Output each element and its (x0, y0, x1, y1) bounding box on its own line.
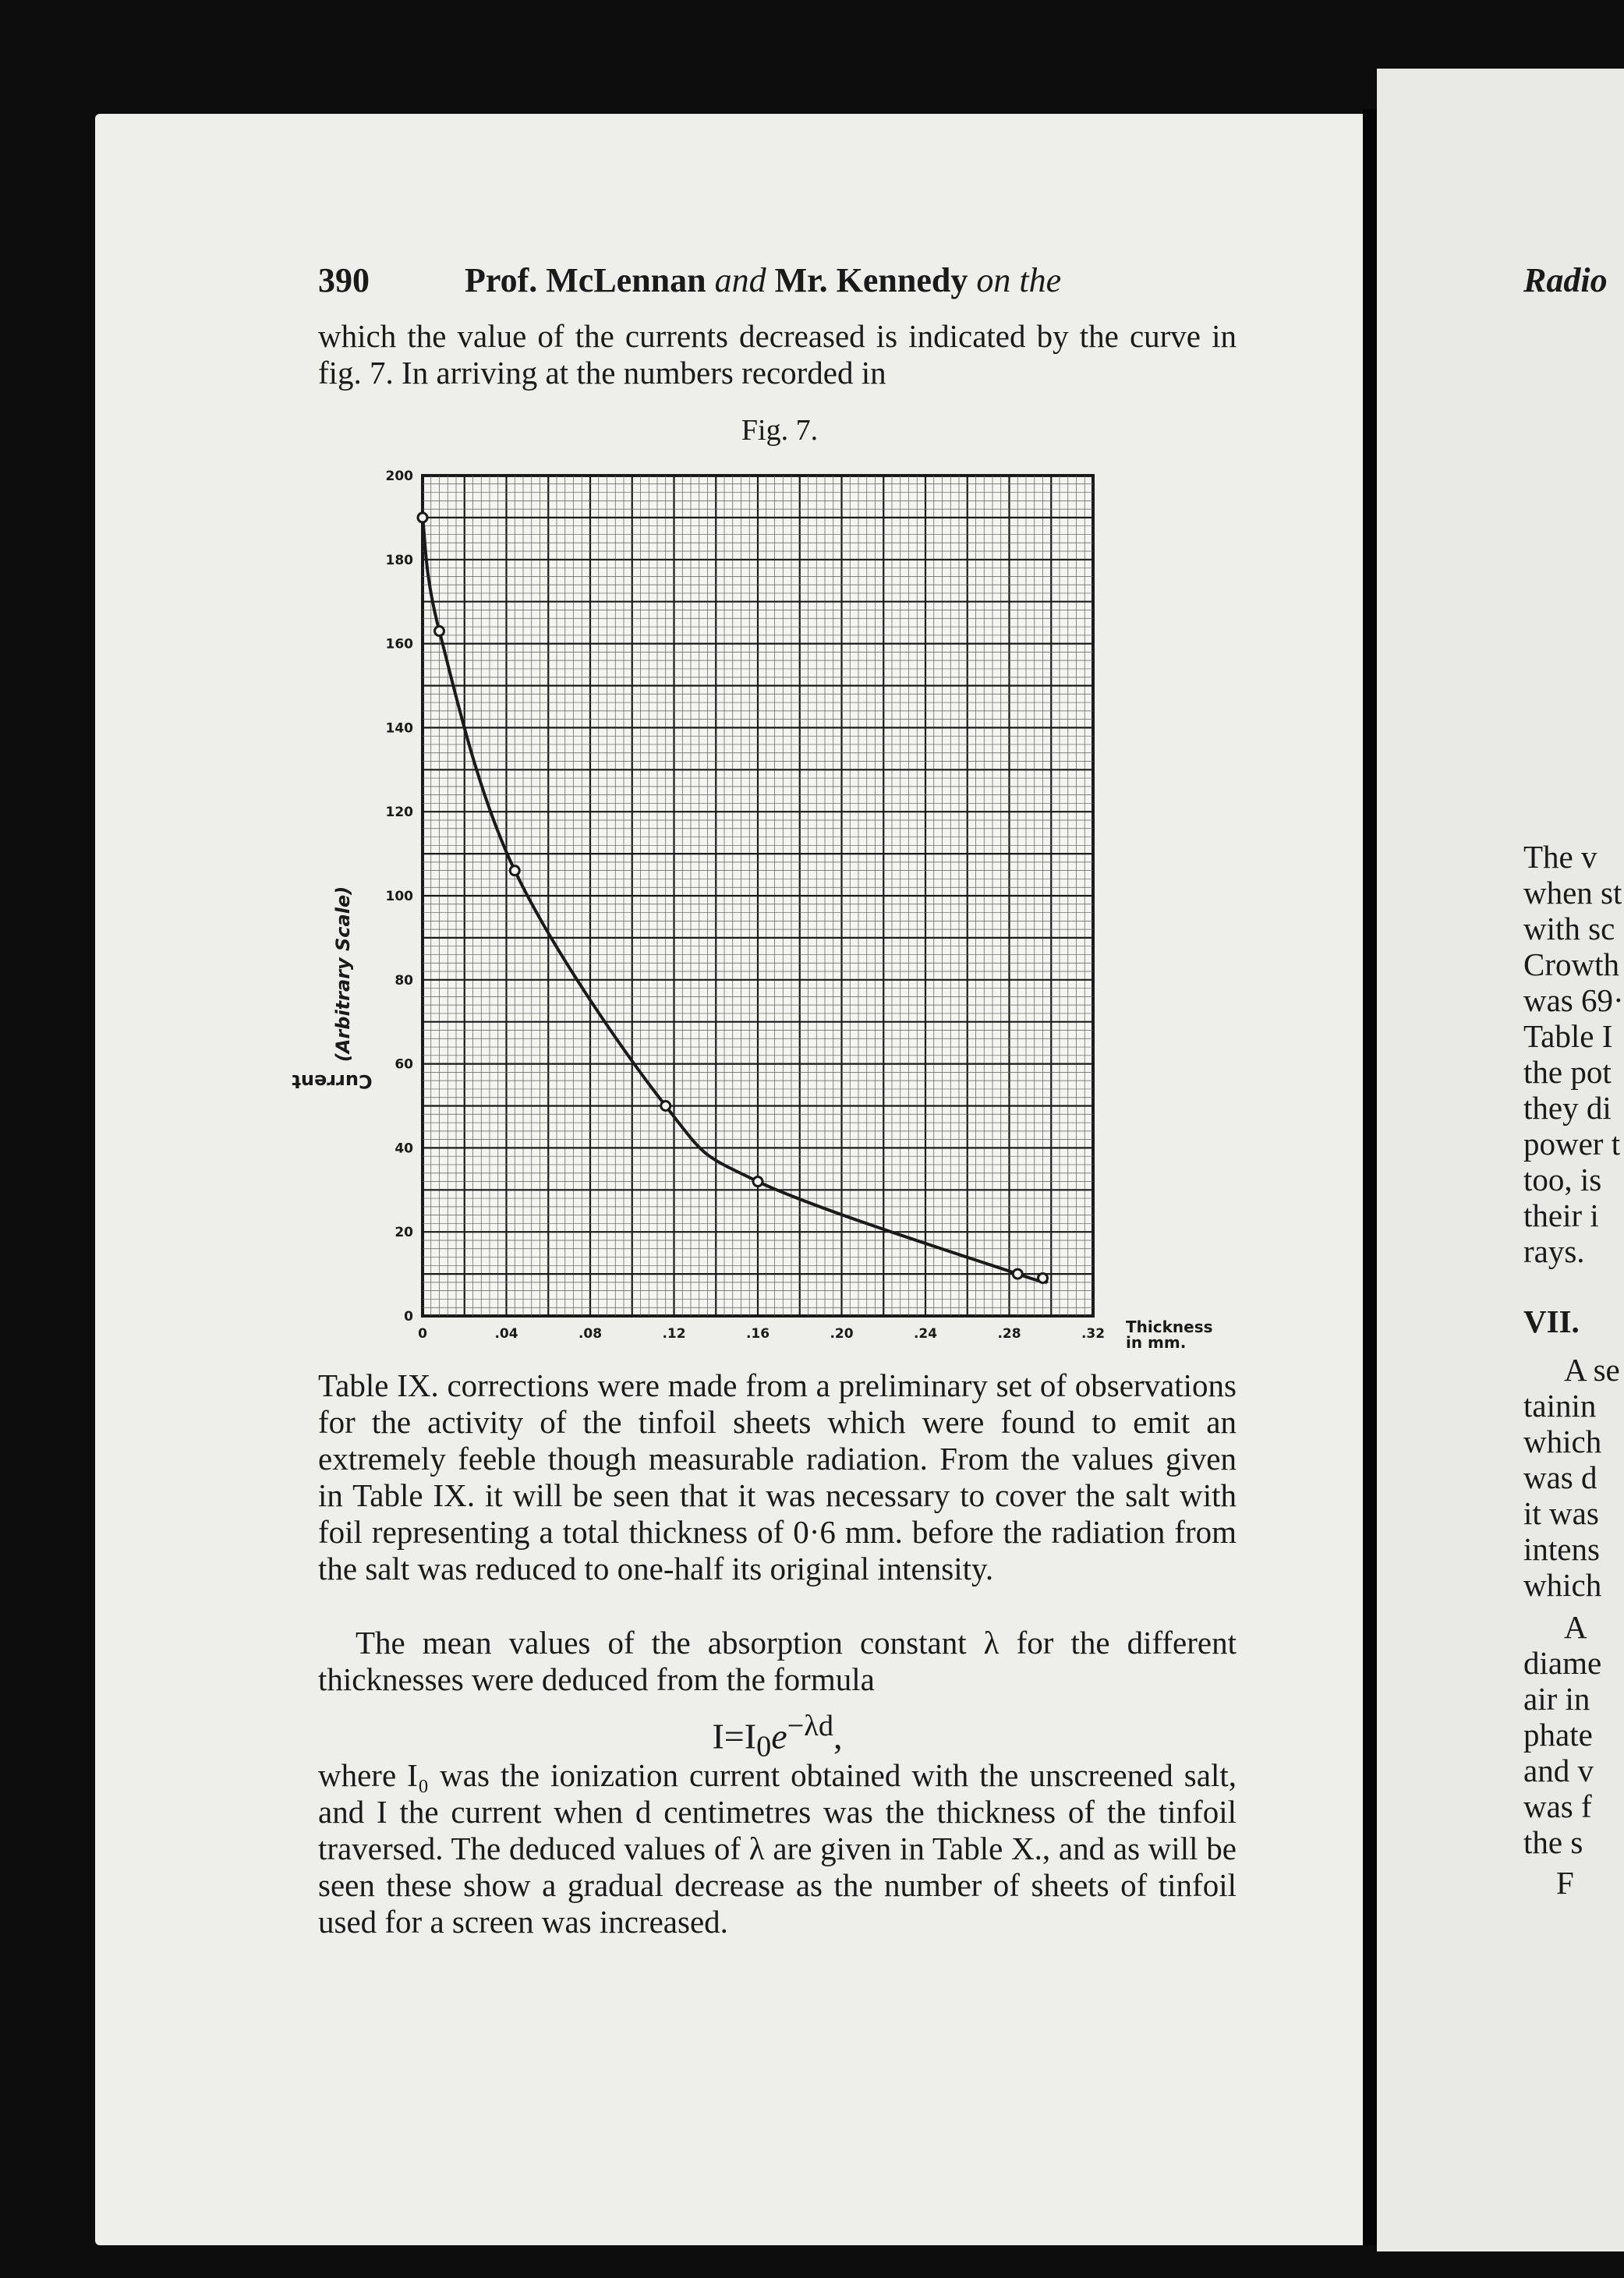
paragraph-4: where I₀ was the ionization current obtained with the unscreened salt, and I the current when d centimetres was the thickness of the tinfoil traversed. The deduced values of λ are given in Table X., and as will be seen these show a gradual decrease as the number of sheets of tinfoil used for a screen was increased. (318, 1757, 1237, 1940)
right-page-line: when st (1523, 875, 1622, 911)
right-page-line: power t (1523, 1126, 1621, 1162)
right-page-line: VII. (1523, 1303, 1580, 1339)
right-page-line: tainin (1523, 1388, 1597, 1424)
right-page-line: was f (1523, 1788, 1592, 1824)
y-axis-label-main: Current (292, 1070, 373, 1093)
right-page-line: The v (1523, 839, 1597, 875)
right-page-line: diame (1523, 1645, 1602, 1681)
x-tick-label: .16 (745, 1326, 770, 1342)
right-page-line: air in (1523, 1681, 1590, 1717)
right-page-line: and v (1523, 1753, 1594, 1788)
x-tick-label: .24 (913, 1326, 938, 1342)
right-page-line: it was (1523, 1495, 1599, 1531)
right-page-line: was 69· (1523, 982, 1624, 1018)
x-tick-label: .28 (997, 1326, 1021, 1342)
figure-7-chart (359, 460, 1216, 1352)
y-tick-label: 140 (385, 720, 413, 737)
x-tick-label: .08 (578, 1326, 603, 1342)
y-tick-label: 60 (395, 1056, 413, 1073)
right-page-line: A se (1564, 1352, 1620, 1388)
formula-end: , (833, 1716, 843, 1756)
y-tick-label: 0 (404, 1309, 413, 1325)
right-page-line: intens (1523, 1531, 1600, 1567)
y-tick-label: 20 (395, 1225, 413, 1241)
y-tick-label: 160 (385, 636, 413, 653)
right-page-line: their i (1523, 1197, 1599, 1233)
page-number: 390 (318, 261, 370, 299)
data-point (418, 513, 427, 522)
right-page-line: which (1523, 1424, 1602, 1459)
right-page-line: Crowth (1523, 946, 1619, 982)
running-head (465, 257, 1061, 304)
right-page-line: rays. (1523, 1233, 1585, 1269)
formula-subscript: 0 (756, 1730, 772, 1763)
y-tick-label: 100 (385, 889, 413, 904)
data-point (510, 866, 519, 875)
y-tick-label: 120 (385, 805, 413, 821)
y-tick-label: 40 (395, 1141, 413, 1157)
right-page-line: phate (1523, 1717, 1593, 1753)
right-page-line: was d (1523, 1459, 1597, 1495)
right-page-line: too, is (1523, 1162, 1602, 1197)
x-tick-label: .04 (494, 1326, 518, 1342)
right-page-line: the pot (1523, 1054, 1612, 1090)
data-point (753, 1177, 762, 1187)
y-tick-label: 80 (395, 972, 413, 989)
x-tick-label: .12 (662, 1326, 686, 1342)
paragraph-3: The mean values of the absorption constant λ for the different thicknesses were deduced from the formula (318, 1625, 1237, 1697)
x-axis-label (1126, 1319, 1213, 1350)
x-axis-label-line1: Thickness (1126, 1318, 1213, 1336)
running-head-author-b: Mr. Kennedy (774, 261, 968, 299)
right-page-header: Radio (1523, 261, 1608, 299)
right-page-line: A (1564, 1609, 1587, 1645)
chart-grid (423, 476, 1093, 1316)
y-axis-label-scale: (Arbitrary Scale) (332, 886, 354, 1063)
right-page-line: Table I (1523, 1018, 1613, 1054)
data-point (1038, 1273, 1048, 1282)
formula-exponent: −λd (787, 1710, 834, 1742)
figure-caption: Fig. 7. (741, 414, 819, 447)
paragraph-2: Table IX. corrections were made from a preliminary set of observations for the activity of the tinfoil sheets which were found to emit an extremely feeble though measurable radiation. From the values given in Table IX. it will be seen that it was necessary to cover the salt with foil representing a total thickness of 0·6 mm. before the radiation from the salt was reduced to one-half its original intensity. (318, 1367, 1237, 1586)
right-page-line: F (1556, 1865, 1574, 1901)
y-tick-label: 180 (385, 552, 413, 568)
data-point (435, 626, 444, 635)
running-head-end: on the (976, 261, 1062, 299)
right-page-line: they di (1523, 1090, 1612, 1126)
x-tick-label: .20 (830, 1326, 854, 1342)
running-head-author-a: Prof. McLennan (465, 261, 706, 299)
x-tick-label: 0 (418, 1326, 427, 1342)
formula-lhs: I=I (712, 1716, 757, 1756)
running-head-and: and (714, 261, 766, 299)
right-page-line: the s (1523, 1824, 1583, 1860)
right-page-line: with sc (1523, 911, 1615, 946)
right-page-line: which (1523, 1567, 1602, 1603)
y-tick-label: 200 (385, 469, 413, 484)
x-tick-label: .32 (1081, 1326, 1106, 1342)
data-point (1013, 1269, 1022, 1279)
x-axis-label-line2: in mm. (1126, 1333, 1187, 1352)
formula-e: e (771, 1716, 787, 1756)
paragraph-1: which the value of the currents decreased is indicated by the curve in fig. 7. In arriving at the numbers recorded in (318, 318, 1237, 391)
book-spine (1363, 109, 1378, 2245)
data-point (661, 1102, 670, 1111)
